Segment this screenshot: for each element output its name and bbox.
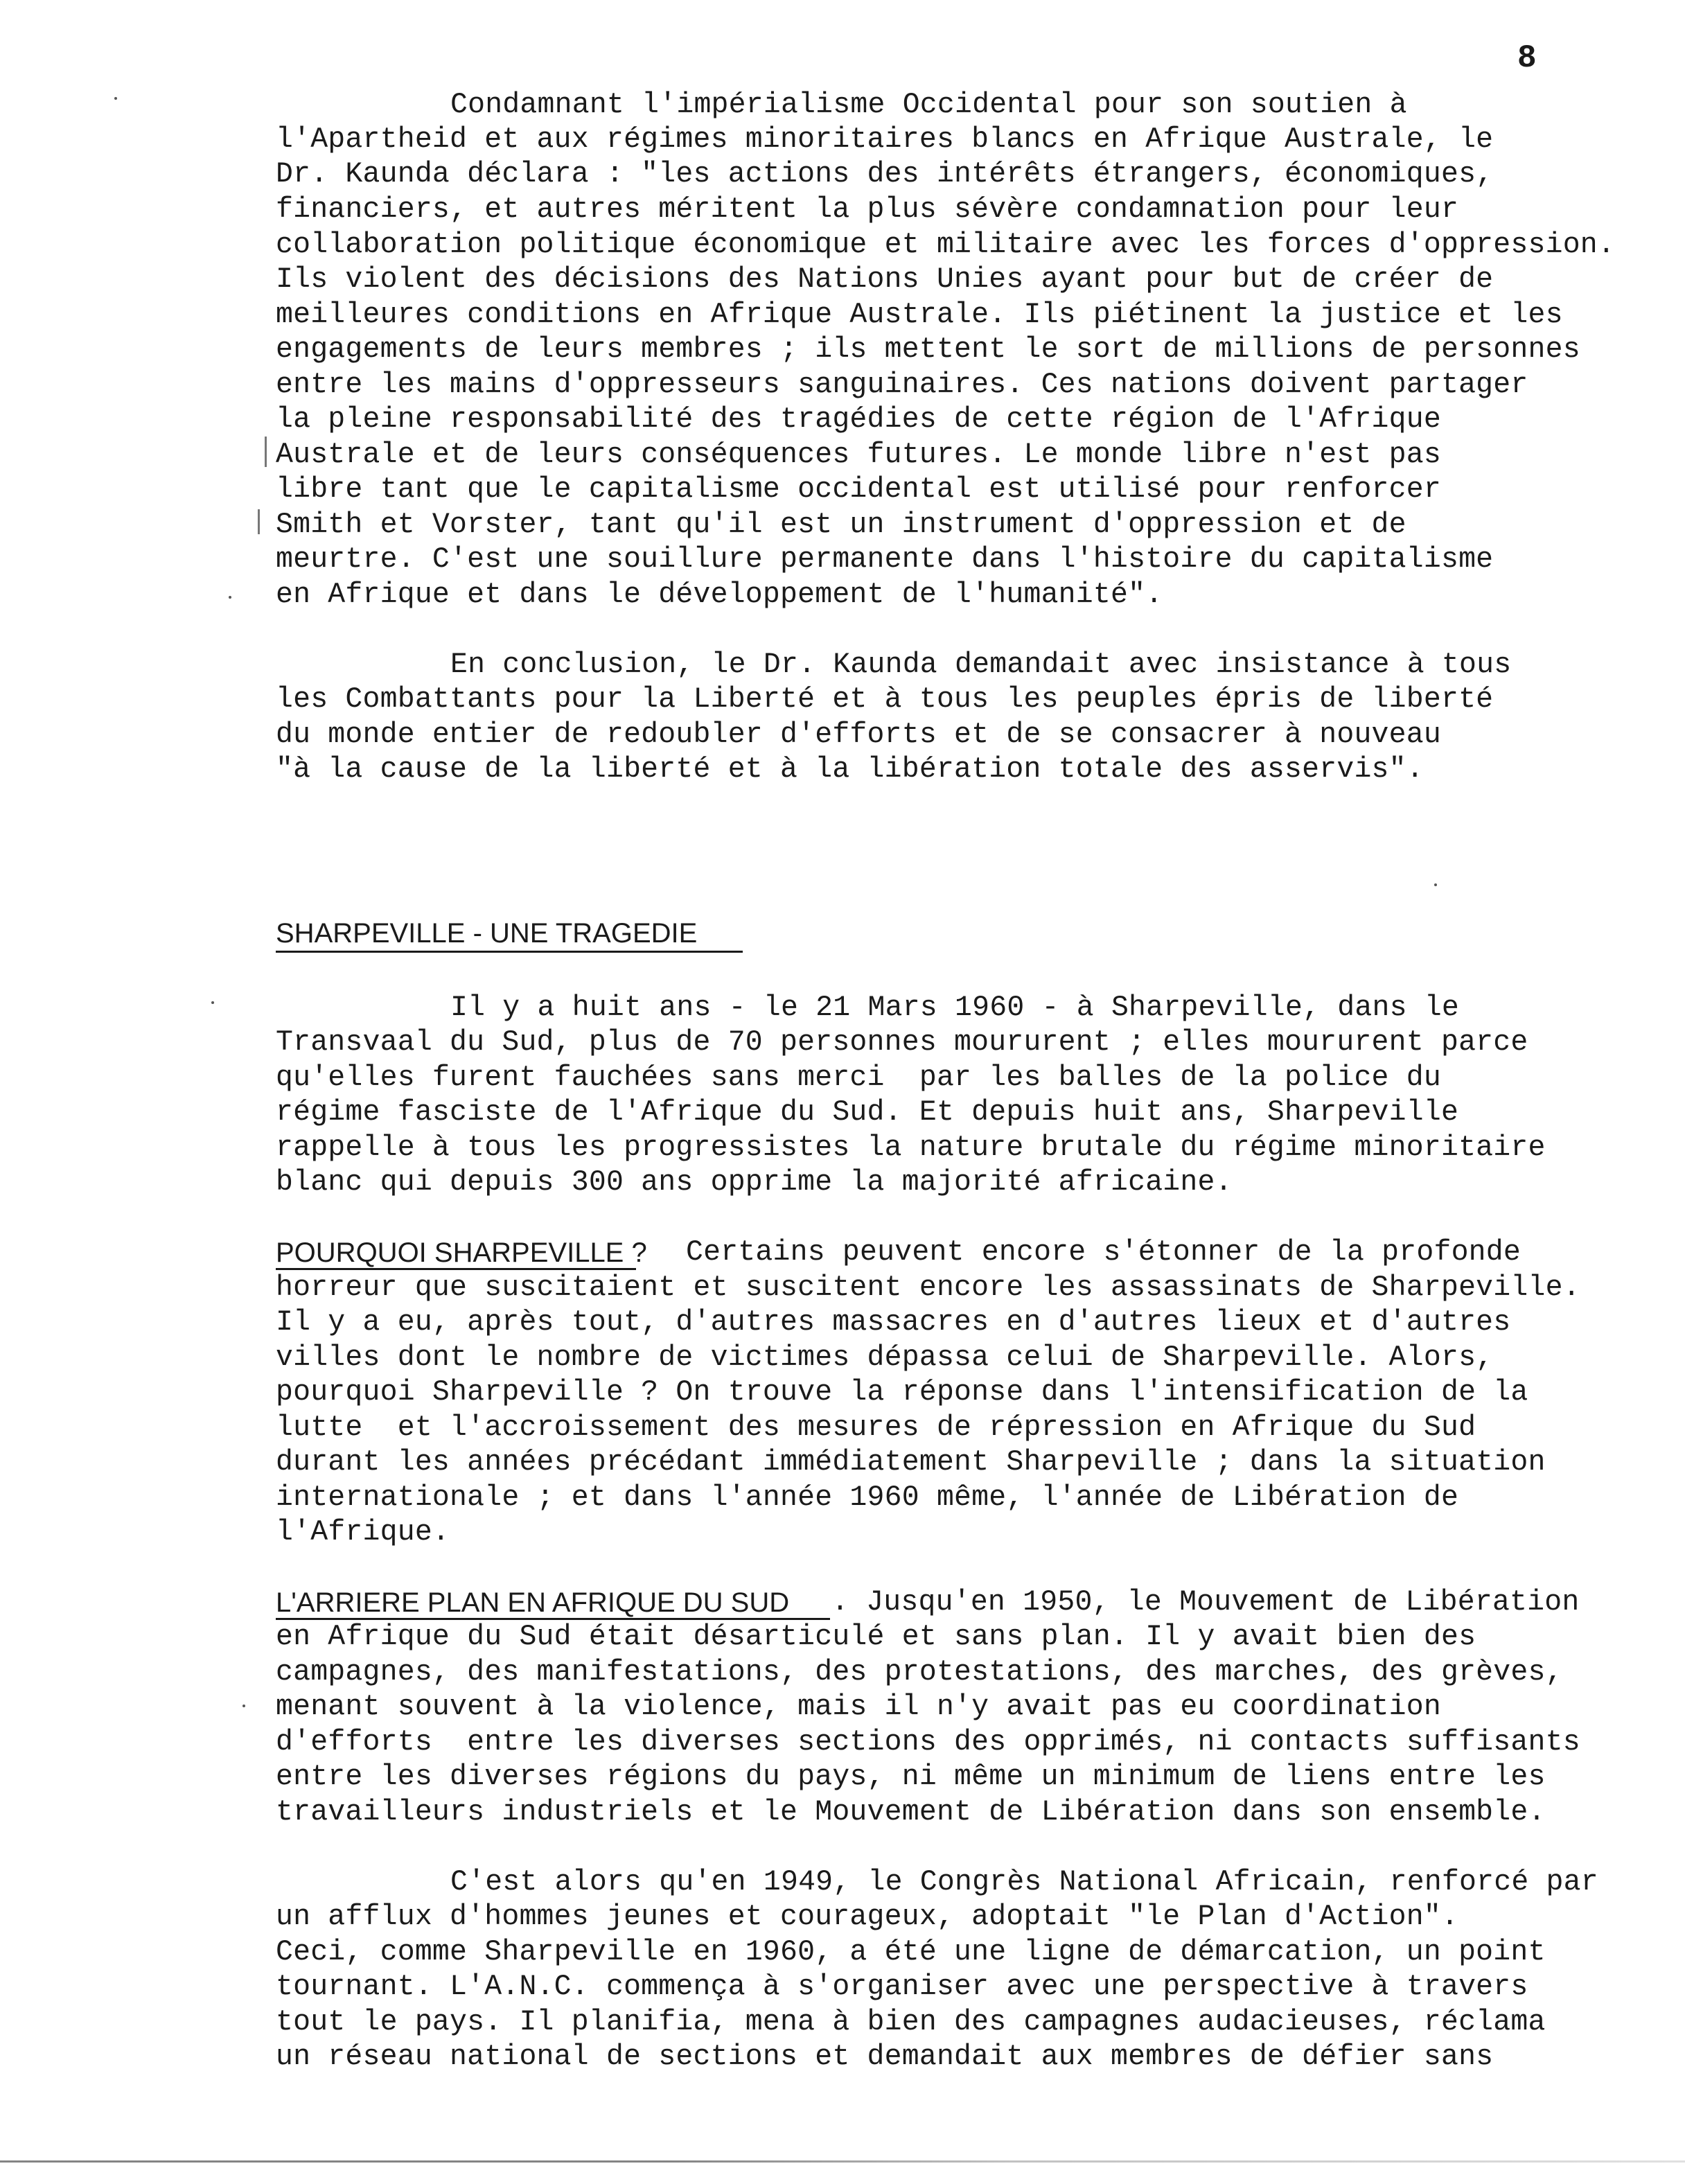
scan-speck (211, 1001, 214, 1004)
text-line: Smith et Vorster, tant qu'il est un instrument d'oppression et de (276, 509, 1406, 541)
text-line: tournant. L'A.N.C. commença à s'organiser avec une perspective à travers (276, 1971, 1528, 2003)
text-line: campagnes, des manifestations, des protestations, des marches, des grèves, (276, 1656, 1563, 1689)
text-line: un afflux d'hommes jeunes et courageux, adoptait "le Plan d'Action". (276, 1901, 1459, 1933)
text-line: Il y a huit ans - le 21 Mars 1960 - à Sharpeville, dans le (450, 992, 1460, 1024)
text-line: en Afrique et dans le développement de l'humanité". (276, 579, 1163, 611)
heading-underline (276, 951, 743, 953)
text-line: financiers, et autres méritent la plus sévère condamnation pour leur (276, 193, 1459, 226)
text-line: entre les diverses régions du pays, ni même un minimum de liens entre les (276, 1761, 1546, 1793)
text-line: du monde entier de redoubler d'efforts et de se consacrer à nouveau (276, 719, 1441, 751)
text-line: l'Apartheid et aux régimes minoritaires blancs en Afrique Australe, le (276, 123, 1494, 156)
text-line: collaboration politique économique et militaire avec les forces d'oppression. (276, 229, 1616, 261)
paragraph-lead-heading: L'ARRIERE PLAN EN AFRIQUE DU SUD (276, 1587, 790, 1618)
text-line: travailleurs industriels et le Mouvement de Libération dans son ensemble. (276, 1796, 1546, 1829)
scan-margin-mark (265, 437, 267, 467)
page-number: 8 (1517, 40, 1537, 76)
text-line: Condamnant l'impérialisme Occidental pour son soutien à (450, 89, 1407, 121)
text-line: l'Afrique. (276, 1516, 450, 1549)
scan-bottom-edge (0, 2160, 1685, 2163)
text-line: les Combattants pour la Liberté et à tous les peuples épris de liberté (276, 683, 1494, 716)
text-line: Dr. Kaunda déclara : "les actions des intérêts étrangers, économiques, (276, 158, 1494, 191)
text-line: meilleures conditions en Afrique Australe. Ils piétinent la justice et les (276, 299, 1563, 331)
text-line: Il y a eu, après tout, d'autres massacres en d'autres lieux et d'autres (276, 1306, 1511, 1339)
text-line: menant souvent à la violence, mais il n'y avait pas eu coordination (276, 1691, 1441, 1723)
text-line: Transvaal du Sud, plus de 70 personnes moururent ; elles moururent parce (276, 1026, 1528, 1059)
text-line: blanc qui depuis 300 ans opprime la majorité africaine. (276, 1166, 1233, 1199)
lead-underline (276, 1268, 636, 1270)
text-line: entre les mains d'oppresseurs sanguinaires. Ces nations doivent partager (276, 369, 1528, 401)
text-line: internationale ; et dans l'année 1960 même, l'année de Libération de (276, 1481, 1459, 1514)
text-line: tout le pays. Il planifia, mena à bien des campagnes audacieuses, réclama (276, 2006, 1546, 2038)
scan-speck (1434, 883, 1437, 886)
text-line: "à la cause de la liberté et à la libération totale des asservis". (276, 753, 1424, 786)
scan-margin-mark (258, 509, 260, 534)
text-line: engagements de leurs membres ; ils mettent le sort de millions de personnes (276, 333, 1580, 366)
text-line: Australe et de leurs conséquences futures. Le monde libre n'est pas (276, 439, 1441, 471)
text-line: Ils violent des décisions des Nations Unies ayant pour but de créer de (276, 263, 1494, 296)
text-line: un réseau national de sections et demandait aux membres de défier sans (276, 2041, 1494, 2073)
text-line: Ceci, comme Sharpeville en 1960, a été une ligne de démarcation, un point (276, 1936, 1546, 1969)
text-line: durant les années précédant immédiatement Sharpeville ; dans la situation (276, 1446, 1546, 1479)
scan-speck (229, 596, 231, 599)
scan-speck (242, 1705, 245, 1707)
text-line: villes dont le nombre de victimes dépassa celui de Sharpeville. Alors, (276, 1341, 1494, 1374)
paragraph-lead-heading: POURQUOI SHARPEVILLE ? (276, 1238, 647, 1268)
text-line: régime fasciste de l'Afrique du Sud. Et depuis huit ans, Sharpeville (276, 1096, 1459, 1129)
text-line: libre tant que le capitalisme occidental est utilisé pour renforcer (276, 473, 1441, 506)
text-line: meurtre. C'est une souillure permanente dans l'histoire du capitalisme (276, 543, 1494, 576)
text-line: en Afrique du Sud était désarticulé et sans plan. Il y avait bien des (276, 1621, 1476, 1653)
text-line: Certains peuvent encore s'étonner de la profonde (686, 1236, 1521, 1269)
section-heading: SHARPEVILLE - UNE TRAGEDIE (276, 918, 698, 949)
text-line: d'efforts entre les diverses sections des opprimés, ni contacts suffisants (276, 1726, 1580, 1759)
text-line: . Jusqu'en 1950, le Mouvement de Libération (831, 1586, 1580, 1619)
text-line: rappelle à tous les progressistes la nature brutale du régime minoritaire (276, 1131, 1546, 1164)
text-line: C'est alors qu'en 1949, le Congrès National Africain, renforcé par (450, 1866, 1598, 1899)
text-line: horreur que suscitaient et suscitent encore les assassinats de Sharpeville. (276, 1271, 1580, 1304)
text-line: qu'elles furent fauchées sans merci par les balles de la police du (276, 1062, 1441, 1094)
scan-speck (114, 97, 117, 100)
text-line: lutte et l'accroissement des mesures de répression en Afrique du Sud (276, 1411, 1476, 1444)
text-line: En conclusion, le Dr. Kaunda demandait avec insistance à tous (450, 649, 1512, 681)
text-line: pourquoi Sharpeville ? On trouve la réponse dans l'intensification de la (276, 1376, 1528, 1409)
text-line: la pleine responsabilité des tragédies de cette région de l'Afrique (276, 403, 1441, 436)
